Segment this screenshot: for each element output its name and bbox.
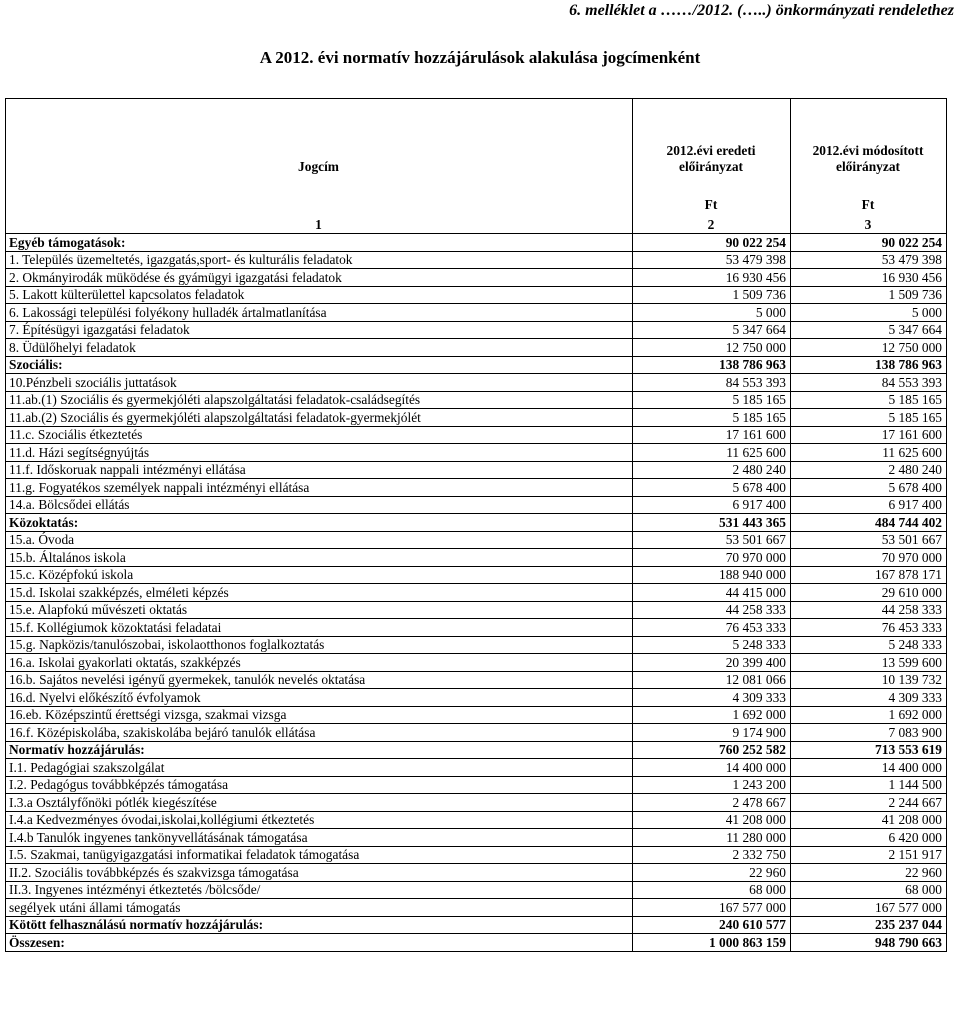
row-label: 8. Üdülőhelyi feladatok (6, 339, 633, 357)
row-original-value: 240 610 577 (633, 916, 791, 934)
row-label: I.2. Pedagógus továbbképzés támogatása (6, 776, 633, 794)
row-modified-value: 6 420 000 (791, 829, 947, 847)
row-original-value: 5 678 400 (633, 479, 791, 497)
budget-table (5, 98, 947, 952)
table-row (6, 374, 947, 392)
row-original-value: 70 970 000 (633, 549, 791, 567)
row-original-value: 11 280 000 (633, 829, 791, 847)
row-modified-value: 17 161 600 (791, 426, 947, 444)
header-jogcim: Jogcím (6, 99, 633, 180)
row-modified-value: 4 309 333 (791, 689, 947, 707)
row-modified-value: 53 501 667 (791, 531, 947, 549)
row-label: 11.ab.(1) Szociális és gyermekjóléti alapszolgáltatási feladatok-családsegítés (6, 391, 633, 409)
row-original-value: 84 553 393 (633, 374, 791, 392)
row-modified-value: 90 022 254 (791, 234, 947, 252)
table-row (6, 619, 947, 637)
row-modified-value: 948 790 663 (791, 934, 947, 952)
row-original-value: 760 252 582 (633, 741, 791, 759)
row-original-value: 90 022 254 (633, 234, 791, 252)
row-modified-value: 2 151 917 (791, 846, 947, 864)
table-row (6, 829, 947, 847)
row-modified-value: 167 577 000 (791, 899, 947, 917)
row-label: II.3. Ingyenes intézményi étkeztetés /bölcsőde/ (6, 881, 633, 899)
table-row (6, 479, 947, 497)
row-original-value: 12 750 000 (633, 339, 791, 357)
table-row (6, 566, 947, 584)
row-label: I.4.a Kedvezményes óvodai,iskolai,kollégiumi étkeztetés (6, 811, 633, 829)
row-modified-value: 16 930 456 (791, 269, 947, 287)
row-modified-value: 167 878 171 (791, 566, 947, 584)
table-row (6, 286, 947, 304)
row-modified-value: 2 480 240 (791, 461, 947, 479)
row-label: Közoktatás: (6, 514, 633, 532)
row-original-value: 76 453 333 (633, 619, 791, 637)
row-modified-value: 5 000 (791, 304, 947, 322)
table-row (6, 811, 947, 829)
row-modified-value: 484 744 402 (791, 514, 947, 532)
row-original-value: 5 000 (633, 304, 791, 322)
row-label: I.4.b Tanulók ingyenes tankönyvellátásának támogatása (6, 829, 633, 847)
row-original-value: 2 480 240 (633, 461, 791, 479)
row-modified-value: 41 208 000 (791, 811, 947, 829)
row-original-value: 20 399 400 (633, 654, 791, 672)
row-modified-value: 44 258 333 (791, 601, 947, 619)
row-label: 6. Lakossági települési folyékony hulladék ártalmatlanítása (6, 304, 633, 322)
header-row-colnums (6, 213, 947, 234)
row-original-value: 2 332 750 (633, 846, 791, 864)
row-modified-value: 6 917 400 (791, 496, 947, 514)
row-modified-value: 11 625 600 (791, 444, 947, 462)
table-row (6, 601, 947, 619)
row-original-value: 2 478 667 (633, 794, 791, 812)
row-original-value: 22 960 (633, 864, 791, 882)
row-modified-value: 5 185 165 (791, 409, 947, 427)
row-original-value: 44 415 000 (633, 584, 791, 602)
row-original-value: 16 930 456 (633, 269, 791, 287)
table-row (6, 251, 947, 269)
table-row (6, 636, 947, 654)
table-row (6, 461, 947, 479)
row-modified-value: 76 453 333 (791, 619, 947, 637)
row-modified-value: 5 248 333 (791, 636, 947, 654)
row-modified-value: 7 083 900 (791, 724, 947, 742)
unit-modified: Ft (791, 179, 947, 213)
row-original-value: 188 940 000 (633, 566, 791, 584)
row-original-value: 1 692 000 (633, 706, 791, 724)
table-row (6, 514, 947, 532)
row-label: 11.d. Házi segítségnyújtás (6, 444, 633, 462)
header-original-line2: előirányzat (679, 159, 743, 174)
row-original-value: 17 161 600 (633, 426, 791, 444)
row-modified-value: 10 139 732 (791, 671, 947, 689)
table-row (6, 899, 947, 917)
row-original-value: 12 081 066 (633, 671, 791, 689)
table-row (6, 444, 947, 462)
row-label: I.5. Szakmai, tanügyigazgatási informatikai feladatok támogatása (6, 846, 633, 864)
table-row (6, 881, 947, 899)
row-original-value: 41 208 000 (633, 811, 791, 829)
row-label: segélyek utáni állami támogatás (6, 899, 633, 917)
row-label: Összesen: (6, 934, 633, 952)
row-label: 15.e. Alapfokú művészeti oktatás (6, 601, 633, 619)
table-row (6, 654, 947, 672)
table-row (6, 549, 947, 567)
row-modified-value: 2 244 667 (791, 794, 947, 812)
unit-cell-empty (6, 179, 633, 213)
row-original-value: 1 000 863 159 (633, 934, 791, 952)
table-row (6, 916, 947, 934)
row-label: 15.b. Általános iskola (6, 549, 633, 567)
row-modified-value: 713 553 619 (791, 741, 947, 759)
row-modified-value: 1 692 000 (791, 706, 947, 724)
row-label: II.2. Szociális továbbképzés és szakvizsga támogatása (6, 864, 633, 882)
header-row-units (6, 179, 947, 213)
row-label: 1. Település üzemeltetés, igazgatás,sport- és kulturális feladatok (6, 251, 633, 269)
table-row (6, 321, 947, 339)
colnum-1: 1 (6, 213, 633, 234)
row-modified-value: 5 678 400 (791, 479, 947, 497)
row-original-value: 9 174 900 (633, 724, 791, 742)
row-label: 7. Építésügyi igazgatási feladatok (6, 321, 633, 339)
row-label: 16.d. Nyelvi előkészítő évfolyamok (6, 689, 633, 707)
row-modified-value: 70 970 000 (791, 549, 947, 567)
table-row (6, 846, 947, 864)
row-original-value: 1 243 200 (633, 776, 791, 794)
row-original-value: 44 258 333 (633, 601, 791, 619)
row-modified-value: 53 479 398 (791, 251, 947, 269)
colnum-2: 2 (633, 213, 791, 234)
row-modified-value: 5 185 165 (791, 391, 947, 409)
row-original-value: 53 501 667 (633, 531, 791, 549)
row-label: Normatív hozzájárulás: (6, 741, 633, 759)
row-modified-value: 138 786 963 (791, 356, 947, 374)
row-label: 5. Lakott külterülettel kapcsolatos feladatok (6, 286, 633, 304)
row-label: 15.c. Középfokú iskola (6, 566, 633, 584)
row-label: Egyéb támogatások: (6, 234, 633, 252)
table-row (6, 391, 947, 409)
row-label: 15.d. Iskolai szakképzés, elméleti képzés (6, 584, 633, 602)
table-row (6, 706, 947, 724)
row-modified-value: 13 599 600 (791, 654, 947, 672)
unit-original: Ft (633, 179, 791, 213)
header-modified (791, 99, 947, 180)
table-row (6, 426, 947, 444)
row-original-value: 531 443 365 (633, 514, 791, 532)
table-row (6, 234, 947, 252)
row-modified-value: 1 509 736 (791, 286, 947, 304)
row-label: 14.a. Bölcsődei ellátás (6, 496, 633, 514)
row-label: 11.g. Fogyatékos személyek nappali intézményi ellátása (6, 479, 633, 497)
table-row (6, 776, 947, 794)
row-original-value: 5 248 333 (633, 636, 791, 654)
table-row (6, 339, 947, 357)
header-original (633, 99, 791, 180)
header-modified-line1: 2012.évi módosított (812, 143, 924, 158)
row-label: Kötött felhasználású normatív hozzájárulás: (6, 916, 633, 934)
row-original-value: 1 509 736 (633, 286, 791, 304)
table-row (6, 409, 947, 427)
row-original-value: 5 347 664 (633, 321, 791, 339)
row-modified-value: 84 553 393 (791, 374, 947, 392)
row-original-value: 68 000 (633, 881, 791, 899)
row-label: 15.a. Óvoda (6, 531, 633, 549)
header-row-titles (6, 99, 947, 180)
row-modified-value: 29 610 000 (791, 584, 947, 602)
row-original-value: 5 185 165 (633, 409, 791, 427)
row-modified-value: 5 347 664 (791, 321, 947, 339)
table-row (6, 304, 947, 322)
row-label: 15.g. Napközis/tanulószobai, iskolaotthonos foglalkoztatás (6, 636, 633, 654)
row-modified-value: 68 000 (791, 881, 947, 899)
row-original-value: 4 309 333 (633, 689, 791, 707)
table-row (6, 934, 947, 952)
table-row (6, 759, 947, 777)
header-original-line1: 2012.évi eredeti (666, 143, 756, 158)
row-original-value: 14 400 000 (633, 759, 791, 777)
table-row (6, 864, 947, 882)
row-label: 16.f. Középiskolába, szakiskolába bejáró tanulók ellátása (6, 724, 633, 742)
document-title: A 2012. évi normatív hozzájárulások alakulása jogcímenként (259, 48, 701, 67)
row-label: Szociális: (6, 356, 633, 374)
table-row (6, 356, 947, 374)
row-modified-value: 22 960 (791, 864, 947, 882)
row-label: 2. Okmányirodák müködése és gyámügyi igazgatási feladatok (6, 269, 633, 287)
table-row (6, 689, 947, 707)
row-modified-value: 1 144 500 (791, 776, 947, 794)
colnum-3: 3 (791, 213, 947, 234)
row-original-value: 5 185 165 (633, 391, 791, 409)
row-original-value: 53 479 398 (633, 251, 791, 269)
table-row (6, 724, 947, 742)
row-label: 11.f. Időskoruak nappali intézményi ellátása (6, 461, 633, 479)
table-row (6, 584, 947, 602)
annex-reference: 6. melléklet a ……/2012. (…..) önkormányzati rendelethez (569, 2, 954, 19)
header-modified-line2: előirányzat (836, 159, 900, 174)
row-label: 15.f. Kollégiumok közoktatási feladatai (6, 619, 633, 637)
row-original-value: 6 917 400 (633, 496, 791, 514)
row-original-value: 11 625 600 (633, 444, 791, 462)
row-label: I.1. Pedagógiai szakszolgálat (6, 759, 633, 777)
row-label: 16.a. Iskolai gyakorlati oktatás, szakképzés (6, 654, 633, 672)
table-row (6, 671, 947, 689)
row-label: 16.eb. Középszintű érettségi vizsga, szakmai vizsga (6, 706, 633, 724)
row-label: 11.ab.(2) Szociális és gyermekjóléti alapszolgáltatási feladatok-gyermekjólét (6, 409, 633, 427)
table-row (6, 531, 947, 549)
row-modified-value: 235 237 044 (791, 916, 947, 934)
row-label: 16.b. Sajátos nevelési igényű gyermekek, tanulók nevelés oktatása (6, 671, 633, 689)
row-label: 10.Pénzbeli szociális juttatások (6, 374, 633, 392)
row-original-value: 138 786 963 (633, 356, 791, 374)
row-label: I.3.a Osztályfőnöki pótlék kiegészítése (6, 794, 633, 812)
table-row (6, 741, 947, 759)
row-modified-value: 14 400 000 (791, 759, 947, 777)
row-label: 11.c. Szociális étkeztetés (6, 426, 633, 444)
table-row (6, 794, 947, 812)
table-row (6, 496, 947, 514)
row-original-value: 167 577 000 (633, 899, 791, 917)
row-modified-value: 12 750 000 (791, 339, 947, 357)
table-row (6, 269, 947, 287)
